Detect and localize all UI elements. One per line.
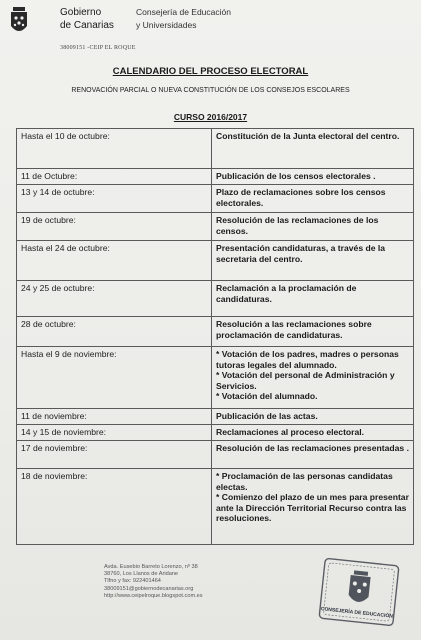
school-address — [104, 564, 203, 600]
date-cell: Hasta el 24 de octubre: — [17, 241, 212, 281]
stamp-text: CONSEJERÍA DE EDUCACIÓN — [320, 606, 394, 620]
date-cell: 11 de noviembre: — [17, 409, 212, 425]
table-row — [17, 213, 414, 241]
date-cell: 14 y 15 de noviembre: — [17, 425, 212, 441]
table-row — [17, 317, 414, 347]
canarias-coat-of-arms-icon — [8, 6, 30, 38]
phone-line: Tlfno y fax: 922401464 — [104, 578, 161, 585]
table-row — [17, 347, 414, 409]
action-cell: Resolución a las reclamaciones sobre proclamación de candidaturas. — [212, 317, 414, 347]
school-code: 38009151 -CEIP EL ROQUE — [60, 45, 136, 51]
calendar-table — [16, 128, 414, 545]
action-cell: * Proclamación de las personas candidatas electas. * Comienzo del plazo de un mes para presentar ante la Dirección Territorial Recurso contra las resoluciones. — [212, 469, 414, 545]
action-cell: Resolución de las reclamaciones presentadas . — [212, 441, 414, 469]
action-cell: * Votación de los padres, madres o personas tutoras legales del alumnado. * Votación del personal de Administración y Servicios. * Votación del alumnado. — [212, 347, 414, 409]
table-row — [17, 185, 414, 213]
government-name — [60, 6, 114, 32]
dept-line-2: y Universidades — [136, 20, 197, 30]
website-line: http://www.ceipelroque.blogspot.com.es — [104, 592, 203, 599]
department-name — [136, 6, 231, 32]
table-row — [17, 129, 414, 169]
date-cell: 13 y 14 de octubre: — [17, 185, 212, 213]
date-cell: 18 de noviembre: — [17, 469, 212, 545]
address-line: Avda. Eusebio Barreto Lorenzo, nº 38 — [104, 564, 198, 570]
address-line: 38760, Los Llanos de Aridane — [104, 571, 179, 578]
table-row — [17, 409, 414, 425]
table-row — [17, 441, 414, 469]
table-row — [17, 425, 414, 441]
date-cell: 24 y 25 de octubre: — [17, 281, 212, 317]
date-cell: 28 de octubre: — [17, 317, 212, 347]
official-stamp-icon — [318, 556, 400, 628]
table-row — [17, 169, 414, 185]
date-cell: Hasta el 10 de octubre: — [17, 129, 212, 169]
action-cell: Publicación de las actas. — [212, 409, 414, 425]
action-cell: Publicación de los censos electorales . — [212, 169, 414, 185]
course-year: CURSO 2016/2017 — [173, 112, 248, 122]
table-row — [17, 241, 414, 281]
action-cell: Resolución de las reclamaciones de los censos. — [212, 213, 414, 241]
document-title: CALENDARIO DEL PROCESO ELECTORAL — [112, 66, 309, 77]
document-subtitle: RENOVACIÓN PARCIAL O NUEVA CONSTITUCIÓN DE LOS CONSEJOS ESCOLARES — [71, 87, 350, 94]
table-row — [17, 469, 414, 545]
action-cell: Reclamación a la proclamación de candidaturas. — [212, 281, 414, 317]
date-cell: Hasta el 9 de noviembre: — [17, 347, 212, 409]
table-row — [17, 281, 414, 317]
date-cell: 19 de octubre: — [17, 213, 212, 241]
action-cell: Constitución de la Junta electoral del centro. — [212, 129, 414, 169]
action-cell: Reclamaciones al proceso electoral. — [212, 425, 414, 441]
gov-line-2: de Canarias — [60, 20, 114, 31]
action-cell: Presentación candidaturas, a través de la secretaria del centro. — [212, 241, 414, 281]
date-cell: 11 de Octubre: — [17, 169, 212, 185]
action-cell: Plazo de reclamaciones sobre los censos electorales. — [212, 185, 414, 213]
dept-line-1: Consejería de Educación — [136, 7, 231, 17]
date-cell: 17 de noviembre: — [17, 441, 212, 469]
gov-line-1: Gobierno — [60, 7, 102, 18]
email-line: 38009151@gobiernodecanarias.org — [104, 585, 194, 592]
